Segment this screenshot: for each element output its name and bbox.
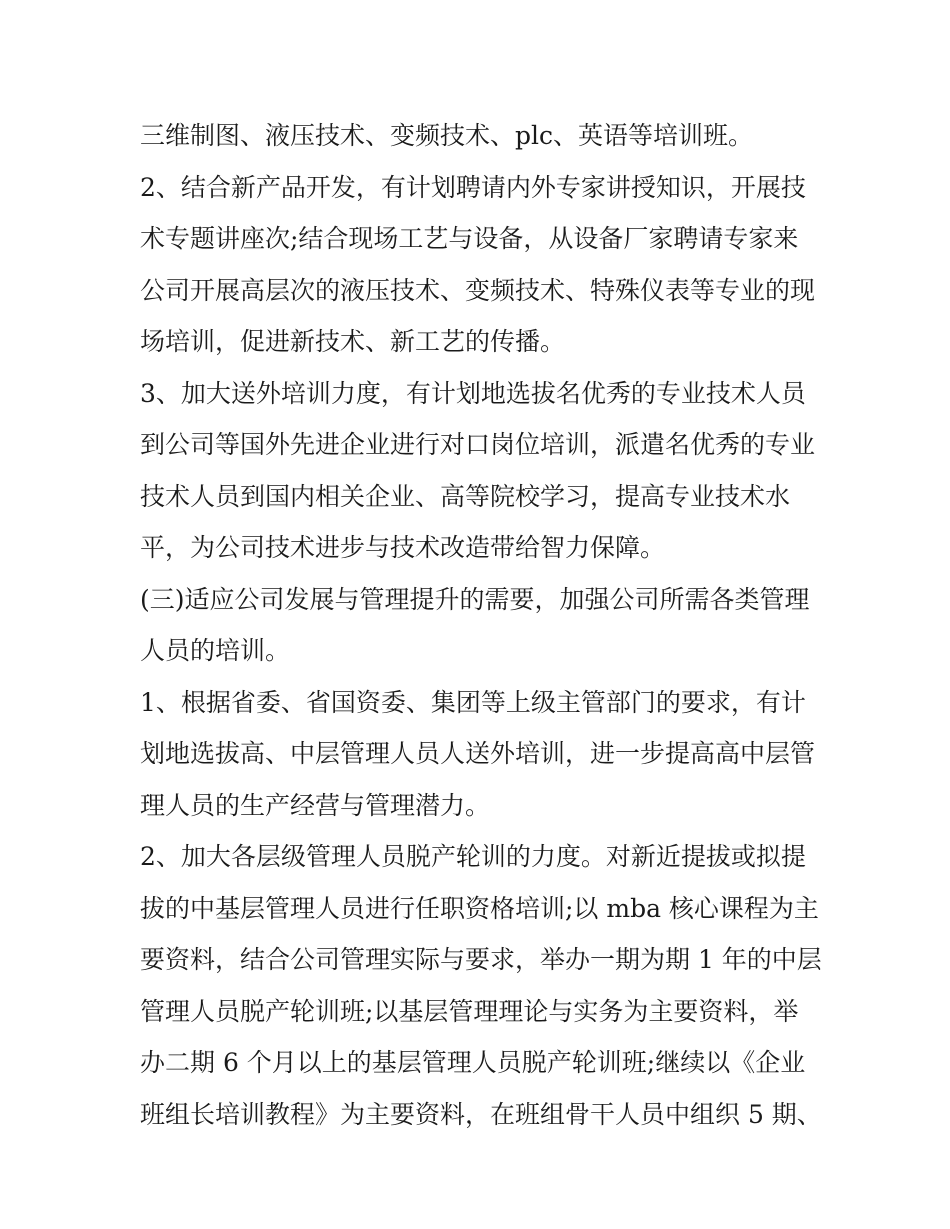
text-line: (三)适应公司发展与管理提升的需要，加强公司所需各类管理 — [140, 584, 810, 614]
text-line: 理人员的生产经营与管理潜力。 — [140, 790, 491, 820]
text-line: 术专题讲座次;结合现场工艺与设备，从设备厂家聘请专家来 — [140, 224, 799, 253]
text-line: 2、结合新产品开发，有计划聘请内外专家讲授知识，开展技 — [140, 172, 806, 202]
text-line: 到公司等国外先进企业进行对口岗位培训，派遣名优秀的专业 — [140, 430, 816, 459]
text-line: 3、加大送外培训力度，有计划地选拔名优秀的专业技术人员 — [140, 378, 806, 408]
text-line: 场培训，促进新技术、新工艺的传播。 — [140, 327, 566, 356]
text-line: 办二期 6 个月以上的基层管理人员脱产轮训班;继续以《企业 — [140, 1048, 806, 1077]
text-line: 人员的培训。 — [140, 636, 291, 665]
text-line: 三维制图、液压技术、变频技术、plc、英语等培训班。 — [140, 121, 754, 150]
text-line: 要资料，结合公司管理实际与要求，举办一期为期 1 年的中层 — [140, 945, 822, 974]
text-line: 拔的中基层管理人员进行任职资格培训;以 mba 核心课程为主 — [140, 893, 819, 923]
text-line: 1、根据省委、省国资委、集团等上级主管部门的要求，有计 — [140, 687, 806, 717]
text-line: 划地选拔高、中层管理人员人送外培训，进一步提高高中层管 — [140, 739, 816, 768]
text-line: 班组长培训教程》为主要资料，在班组骨干人员中组织 5 期、 — [140, 1099, 822, 1129]
text-line: 管理人员脱产轮训班;以基层管理理论与实务为主要资料，举 — [140, 996, 799, 1026]
document-body — [140, 110, 820, 1140]
text-line: 技术人员到国内相关企业、高等院校学习，提高专业技术水 — [140, 481, 791, 511]
text-line: 公司开展高层次的液压技术、变频技术、特殊仪表等专业的现 — [140, 275, 816, 305]
text-line: 2、加大各层级管理人员脱产轮训的力度。对新近提拔或拟提 — [140, 842, 806, 871]
text-line: 平，为公司技术进步与技术改造带给智力保障。 — [140, 533, 666, 562]
